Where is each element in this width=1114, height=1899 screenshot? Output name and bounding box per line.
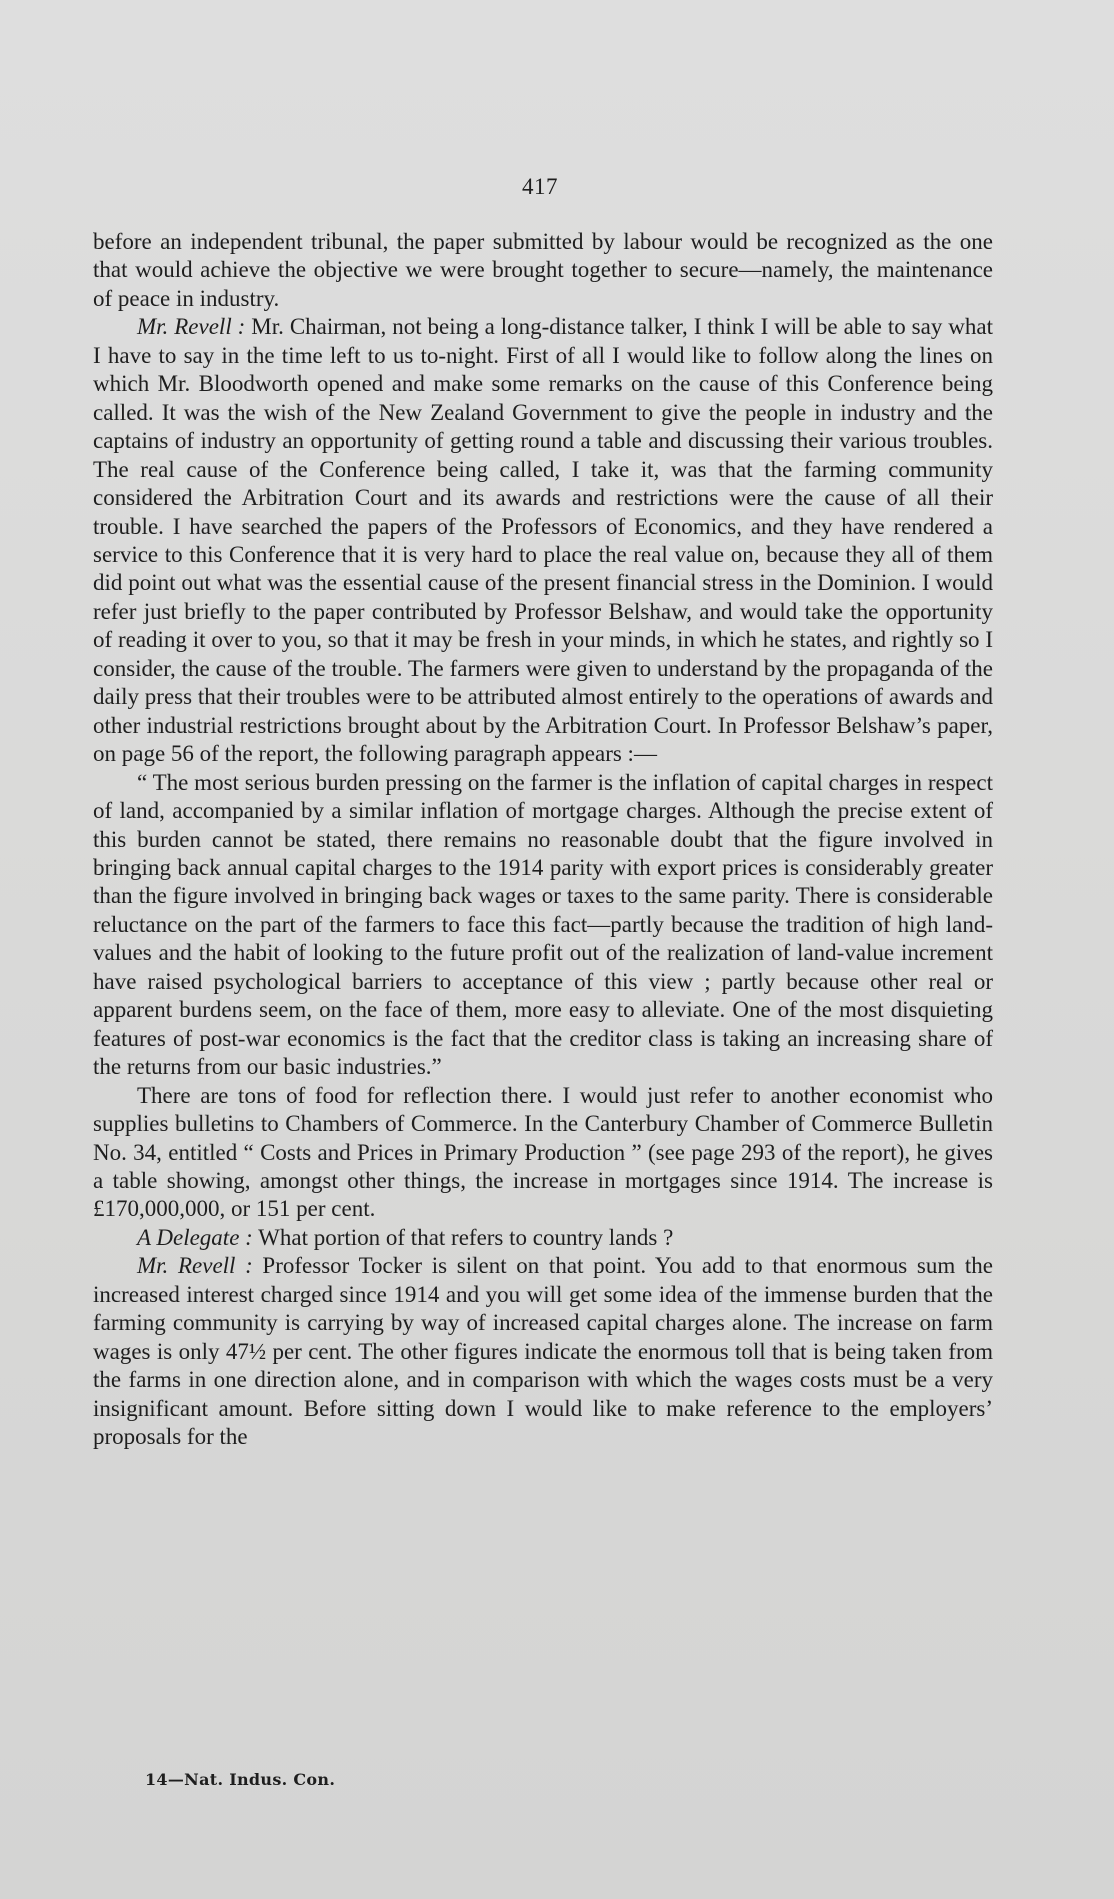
paragraph: [93, 1082, 993, 1224]
paragraph: [93, 228, 993, 313]
speaker-name: Mr. Revell :: [137, 314, 246, 340]
speaker-name: Mr. Revell :: [137, 1253, 253, 1279]
body-text: [93, 228, 993, 1451]
paragraph: [93, 1224, 993, 1252]
paragraph-text: Professor Tocker is silent on that point. You add to that enormous sum the increased interest charged since 1914 and you will get some idea of the immense burden that the farming community is carrying by way of increased capital charges alone. The increase on farm wages is only 47½ per cent. The other figures indicate the enormous toll that is being taken from the farms in one direction alone, and in comparison with which the wages costs must be a very insignificant amount. Before sitting down I would like to make reference to the employers’ proposals for the: [93, 1253, 993, 1450]
footer-signature: 14—Nat. Indus. Con.: [145, 1770, 336, 1789]
speaker-name: A Delegate :: [137, 1224, 253, 1250]
paragraph-text: before an independent tribunal, the paper submitted by labour would be recognized as the one that would achieve the objective we were brought together to secure—namely, the maintenance of peace in industry.: [93, 229, 993, 311]
page-number: 417: [522, 174, 558, 199]
quotation-paragraph: [93, 769, 993, 1082]
paragraph-text: “ The most serious burden pressing on the farmer is the inflation of capital charges in respect of land, accompanied by a similar inflation of mortgage charges. Although the precise extent of this burden cannot be stated, there remains no reasonable doubt that the figure involved in bringing back annual capital charges to the 1914 parity with export prices is considerably greater than the figure involved in bringing back wages or taxes to the same parity. There is considerable reluctance on the part of the farmers to face this fact—partly because the tradition of high land-values and the habit of looking to the future profit out of the realization of land-value increment have raised psychological barriers to acceptance of this view ; partly because other real or apparent burdens seem, on the face of them, more easy to alleviate. One of the most disquieting features of post-war economics is the fact that the creditor class is taking an increasing share of the returns from our basic industries.”: [93, 769, 993, 1080]
paragraph-text: What portion of that refers to country lands ?: [252, 1224, 674, 1250]
paragraph-text: There are tons of food for reflection there. I would just refer to another economist who supplies bulletins to Chambers of Commerce. In the Canterbury Chamber of Commerce Bulletin No. 34, entitled “ Costs and Prices in Primary Production ” (see page 293 of the report), he gives a table showing, amongst other things, the increase in mortgages since 1914. The increase is £170,000,000, or 151 per cent.: [93, 1082, 993, 1222]
paragraph: [93, 1252, 993, 1451]
paragraph-text: Mr. Chairman, not being a long-distance talker, I think I will be able to say what I have to say in the time left to us to-night. First of all I would like to follow along the lines on which Mr. Bloodworth opened and make some remarks on the cause of this Conference being called. It was the wish of the New Zealand Government to give the people in industry and the captains of industry an opportunity of getting round a table and discussing their various troubles. The real cause of the Conference being called, I take it, was that the farming community considered the Arbitration Court and its awards and restrictions were the cause of all their trouble. I have searched the papers of the Professors of Economics, and they have rendered a service to this Conference that it is very hard to place the real value on, because they all of them did point out what was the essential cause of the present financial stress in the Dominion. I would refer just briefly to the paper contributed by Professor Belshaw, and would take the opportunity of reading it over to you, so that it may be fresh in your minds, in which he states, and rightly so I consider, the cause of the trouble. The farmers were given to understand by the propaganda of the daily press that their troubles were to be attributed almost entirely to the operations of awards and other industrial restrictions brought about by the Arbitration Court. In Professor Belshaw’s paper, on page 56 of the report, the following paragraph appears :—: [93, 314, 993, 767]
paragraph: [93, 313, 993, 768]
